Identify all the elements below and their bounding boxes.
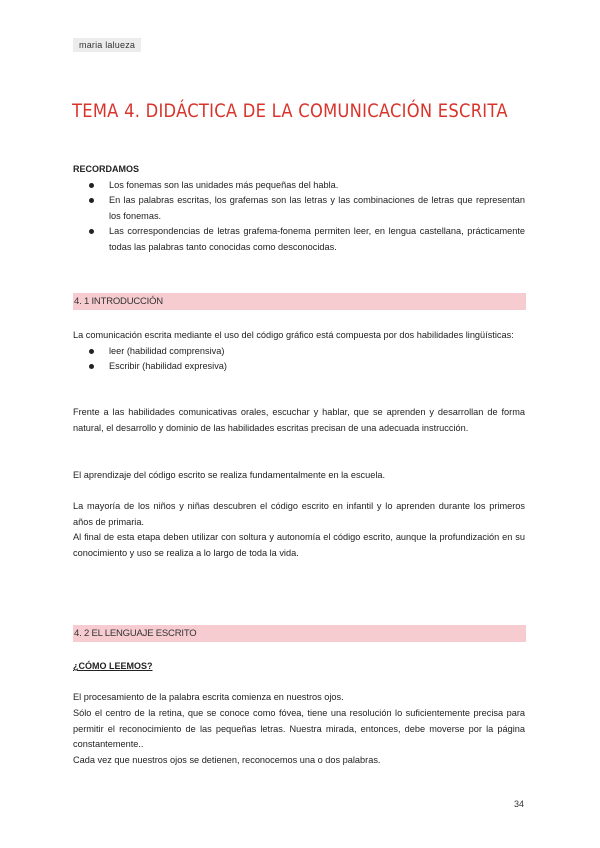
- recordamos-list: [73, 178, 525, 256]
- paragraph: Al final de esta etapa deben utilizar con soltura y autonomía el código escrito, aunque la profundización en su conocimiento y uso se realiza a lo largo de toda la vida.: [73, 532, 525, 558]
- bullet-icon: [89, 364, 94, 369]
- list-item: leer (habilidad comprensiva): [73, 344, 525, 360]
- paragraph: Cada vez que nuestros ojos se detienen, reconocemos una o dos palabras.: [73, 755, 381, 765]
- page-title: TEMA 4. DIDÁCTICA DE LA COMUNICACIÓN ESCRITA: [72, 100, 508, 122]
- intro-paragraph: La comunicación escrita mediante el uso del código gráfico está compuesta por dos habilidades lingüísticas:: [73, 330, 514, 340]
- section-heading-introduccion: 4. 1 INTRODUCCIÓN: [73, 293, 526, 310]
- skills-list: [73, 344, 525, 375]
- section-heading-lenguaje-escrito: 4. 2 EL LENGUAJE ESCRITO: [73, 625, 526, 642]
- bullet-icon: [89, 349, 94, 354]
- recordamos-label: RECORDAMOS: [73, 164, 140, 174]
- list-item: Los fonemas son las unidades más pequeñas del habla.: [73, 178, 525, 194]
- bullet-icon: [89, 198, 94, 203]
- paragraph: El aprendizaje del código escrito se realiza fundamentalmente en la escuela.: [73, 470, 386, 480]
- list-item: En las palabras escritas, los grafemas son las letras y las combinaciones de letras que representan los fonemas.: [73, 193, 525, 224]
- intro-block: [73, 328, 525, 375]
- subheading-como-leemos: ¿CÓMO LEEMOS?: [73, 661, 153, 671]
- page-number: 34: [514, 799, 525, 809]
- list-item: Escribir (habilidad expresiva): [73, 359, 525, 375]
- paragraph: Sólo el centro de la retina, que se conoce como fóvea, tiene una resolución lo suficientemente precisa para permitir el reconocimiento de las pequeñas letras. Nuestra mirada, entonces, debe moverse por la página constantemente..: [73, 708, 525, 749]
- paragraph: La mayoría de los niños y niñas descubren el código escrito en infantil y lo aprenden durante los primeros años de primaria.: [73, 501, 525, 527]
- bullet-icon: [89, 183, 94, 188]
- paragraph: El procesamiento de la palabra escrita comienza en nuestros ojos.: [73, 692, 344, 702]
- author-tag: maria lalueza: [73, 38, 141, 52]
- paragraph: Frente a las habilidades comunicativas orales, escuchar y hablar, que se aprenden y desarrollan de forma natural, el desarrollo y dominio de las habilidades escritas precisan de una adecuada instrucción.: [73, 407, 525, 433]
- recordamos-block: [73, 162, 525, 255]
- list-item: Las correspondencias de letras grafema-fonema permiten leer, en lengua castellana, prácticamente todas las palabras tanto conocidas como desconocidas.: [73, 224, 525, 255]
- bullet-icon: [89, 229, 94, 234]
